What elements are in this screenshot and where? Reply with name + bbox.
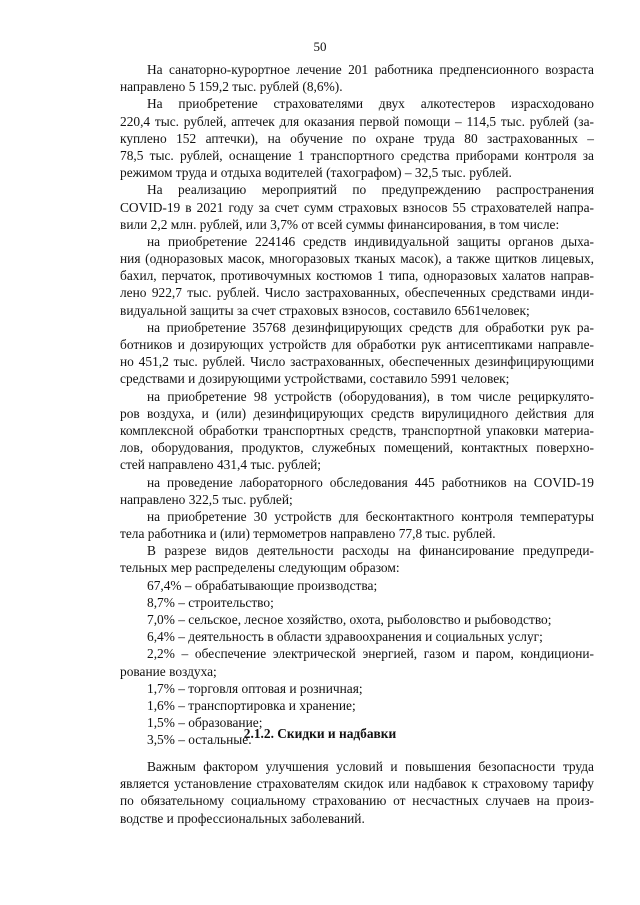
text-line: 7,0% – сельское, лесное хозяйство, охота, рыболовство и рыбоводство; bbox=[147, 612, 552, 627]
text-line: видуальной защиты за счет страховых взносов, составило 6561человек; bbox=[120, 302, 530, 318]
text-line: 1,5% – образование; bbox=[147, 715, 263, 731]
text-line: 8,7% – строительство; bbox=[147, 594, 274, 610]
text-line: направлено 322,5 тыс. рублей; bbox=[120, 491, 293, 507]
text-line: рование воздуха; bbox=[120, 663, 217, 679]
text-line: на проведение лабораторного обследования 445 работников на COVID-19 bbox=[147, 474, 594, 490]
text-line: лено 922,7 тыс. рублей. Число застрахованных, обеспеченных средствами инди- bbox=[120, 285, 594, 301]
text-line: 1,7% – торговля оптовая и розничная; bbox=[147, 680, 363, 696]
text-line: ния (одноразовых масок, многоразовых тканых масок), а также щитков лицевых, bbox=[120, 251, 594, 267]
text-line: ботников и дозирующих устройств для обработки рук антисептиками направле- bbox=[120, 337, 594, 352]
text-line: На санаторно-курортное лечение 201 работника предпенсионного возраста bbox=[147, 62, 594, 77]
text-line: В разрезе видов деятельности расходы на финансирование предупреди- bbox=[147, 543, 594, 559]
text-line: направлено 5 159,2 тыс. рублей (8,6%). bbox=[120, 79, 343, 95]
page-number: 50 bbox=[313, 39, 327, 54]
text-line: 67,4% – обрабатывающие производства; bbox=[147, 577, 378, 593]
text-line: 1,6% – транспортировка и хранение; bbox=[147, 697, 356, 713]
text-line: на приобретение 98 устройств (оборудования), в том числе рециркулято- bbox=[147, 388, 594, 404]
text-line: Важным фактором улучшения условий и повышения безопасности труда bbox=[147, 759, 594, 774]
text-line: тела работника и (или) термометров направлено 77,8 тыс. рублей. bbox=[120, 526, 496, 542]
text-line: 78,5 тыс. рублей, оснащение 1 транспортного средства приборами контроля за bbox=[120, 147, 594, 163]
text-line: COVID-19 в 2021 году за счет сумм страховых взносов 55 страхователей напра- bbox=[120, 199, 594, 215]
text-line: комплексной обработки транспортных средств, транспортной упаковки материа- bbox=[120, 422, 594, 438]
text-line: ров воздуха, и (или) дезинфицирующих средств вирулицидного действия для bbox=[120, 405, 594, 421]
text-line: средствами и дозирующими устройствами, составило 5991 человек; bbox=[120, 371, 510, 387]
text-line: куплено 152 аптечки), на обучение по охране труда 80 застрахованных – bbox=[120, 130, 594, 146]
section-heading: 2.1.2. Скидки и надбавки bbox=[243, 726, 397, 741]
text-line: 3,5% – остальные. bbox=[147, 732, 252, 748]
text-line: но 451,2 тыс. рублей. Число застрахованных, обеспеченных дезинфицирующими bbox=[120, 354, 594, 370]
text-line: режимом труда и отдыха водителей (тахографом) – 32,5 тыс. рублей. bbox=[120, 165, 512, 181]
text-line: бахил, перчаток, противочумных костюмов 1 типа, одноразовых халатов направ- bbox=[120, 268, 594, 284]
body-text-block-2 bbox=[120, 758, 594, 827]
text-line: по обязательному социальному страхованию от несчастных случаев на произ- bbox=[120, 793, 594, 809]
text-line: является установление страхователям скидок или надбавок к страховому тарифу bbox=[120, 776, 594, 792]
text-line: лов, оборудования, продуктов, служебных помещений, контактных поверхно- bbox=[120, 440, 594, 456]
body-text-block bbox=[120, 61, 594, 749]
text-line: вили 2,2 млн. рублей, или 3,7% от всей суммы финансирования, в том числе: bbox=[120, 216, 560, 232]
text-line: 2,2% – обеспечение электрической энергией, газом и паром, кондициони- bbox=[147, 646, 594, 662]
text-line: водстве и профессиональных заболеваний. bbox=[120, 810, 365, 826]
text-line: 6,4% – деятельность в области здравоохранения и социальных услуг; bbox=[147, 629, 543, 645]
text-line: На приобретение страхователями двух алкотестеров израсходовано bbox=[147, 96, 594, 112]
text-line: на приобретение 30 устройств для бесконтактного контроля температуры bbox=[147, 508, 594, 524]
text-line: на приобретение 224146 средств индивидуальной защиты органов дыха- bbox=[147, 233, 594, 249]
text-line: На реализацию мероприятий по предупреждению распространения bbox=[147, 182, 594, 198]
text-line: на приобретение 35768 дезинфицирующих средств для обработки рук ра- bbox=[147, 319, 594, 335]
text-line: тельных мер распределены следующим образом: bbox=[120, 560, 400, 576]
text-line: 220,4 тыс. рублей, аптечек для оказания первой помощи – 114,5 тыс. рублей (за- bbox=[120, 113, 594, 129]
text-line: стей направлено 431,4 тыс. рублей; bbox=[120, 457, 321, 473]
